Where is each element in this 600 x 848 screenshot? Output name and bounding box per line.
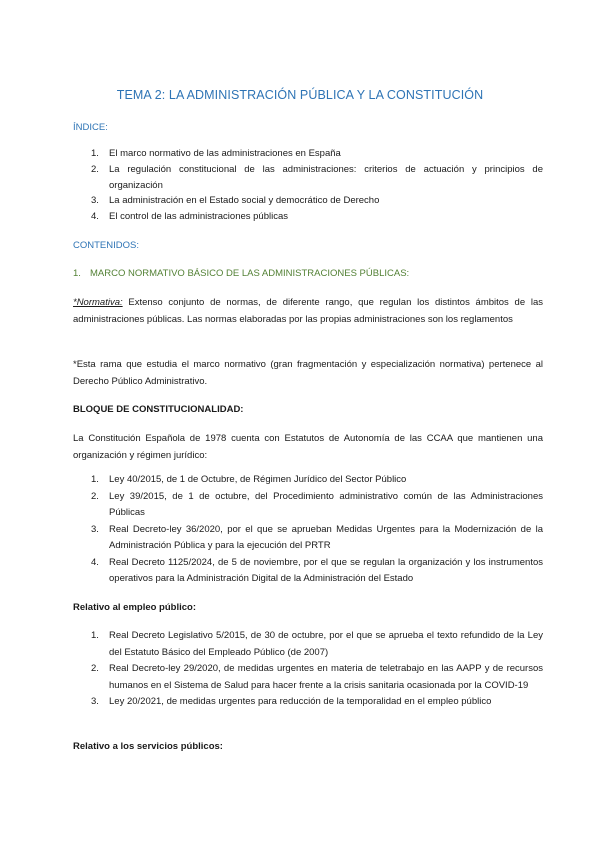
list-item: 2. Ley 39/2015, de 1 de octubre, del Procedimiento administrativo común de las Administraciones Públicas [91,490,543,518]
index-list [73,146,543,225]
list-item: 3. La administración en el Estado social y democrático de Derecho [91,195,380,207]
list-item: 1. Real Decreto Legislativo 5/2015, de 30 de octubre, por el que se aprueba el texto refundido de la Ley del Estatuto Básico del Empleado Público (de 2007) [91,630,543,658]
index-heading: ÍNDICE: [73,122,108,133]
list-item: 2. La regulación constitucional de las administraciones: criterios de actuación y principios de organización [91,163,543,191]
list-item: 4. Real Decreto 1125/2024, de 5 de noviembre, por el que se regulan la organización y los instrumentos operativos para la Administración Digital de la Administración del Estado [91,556,543,584]
constitucion-paragraph: La Constitución Española de 1978 cuenta con Estatutos de Autonomía de las CCAA que mantienen una organización y régimen jurídico: [73,433,543,461]
rama-paragraph: *Esta rama que estudia el marco normativo (gran fragmentación y especialización normativa) pertenece al Derecho Público Administrativo. [73,359,543,387]
contents-heading: CONTENIDOS: [73,240,139,251]
bloque-list [73,472,543,588]
list-item: 3. Ley 20/2021, de medidas urgentes para reducción de la temporalidad en el empleo público [91,696,492,707]
list-item: 4. El control de las administraciones públicas [91,211,289,223]
empleo-heading: Relativo al empleo público: [73,602,196,613]
page-title: TEMA 2: LA ADMINISTRACIÓN PÚBLICA Y LA CONSTITUCIÓN [116,88,484,102]
list-item: 3. Real Decreto-ley 36/2020, por el que se aprueban Medidas Urgentes para la Modernización de la Administración Pública y para la ejecución del PRTR [91,523,543,551]
list-item: 2. Real Decreto-ley 29/2020, de medidas urgentes en materia de teletrabajo en las AAPP y de recursos humanos en el Sistema de Salud para hacer frente a la crisis sanitaria ocasionada por la COVID-19 [91,663,543,691]
bloque-heading: BLOQUE DE CONSTITUCIONALIDAD: [73,404,244,415]
empleo-list [73,628,543,711]
list-item: 1. Ley 40/2015, de 1 de Octubre, de Régimen Jurídico del Sector Público [91,474,407,485]
normativa-label: *Normativa: [73,297,123,308]
normativa-paragraph: *Normativa: Extenso conjunto de normas, de diferente rango, que regulan los distintos ámbitos de las administraciones públicas. Las normas elaboradas por las propias administraciones son los reglamentos [73,297,543,325]
servicios-heading: Relativo a los servicios públicos: [73,741,223,752]
list-item: 1. El marco normativo de las administraciones en España [91,148,341,159]
section-1-heading: 1. MARCO NORMATIVO BÁSICO DE LAS ADMINISTRACIONES PÚBLICAS: [73,268,410,279]
